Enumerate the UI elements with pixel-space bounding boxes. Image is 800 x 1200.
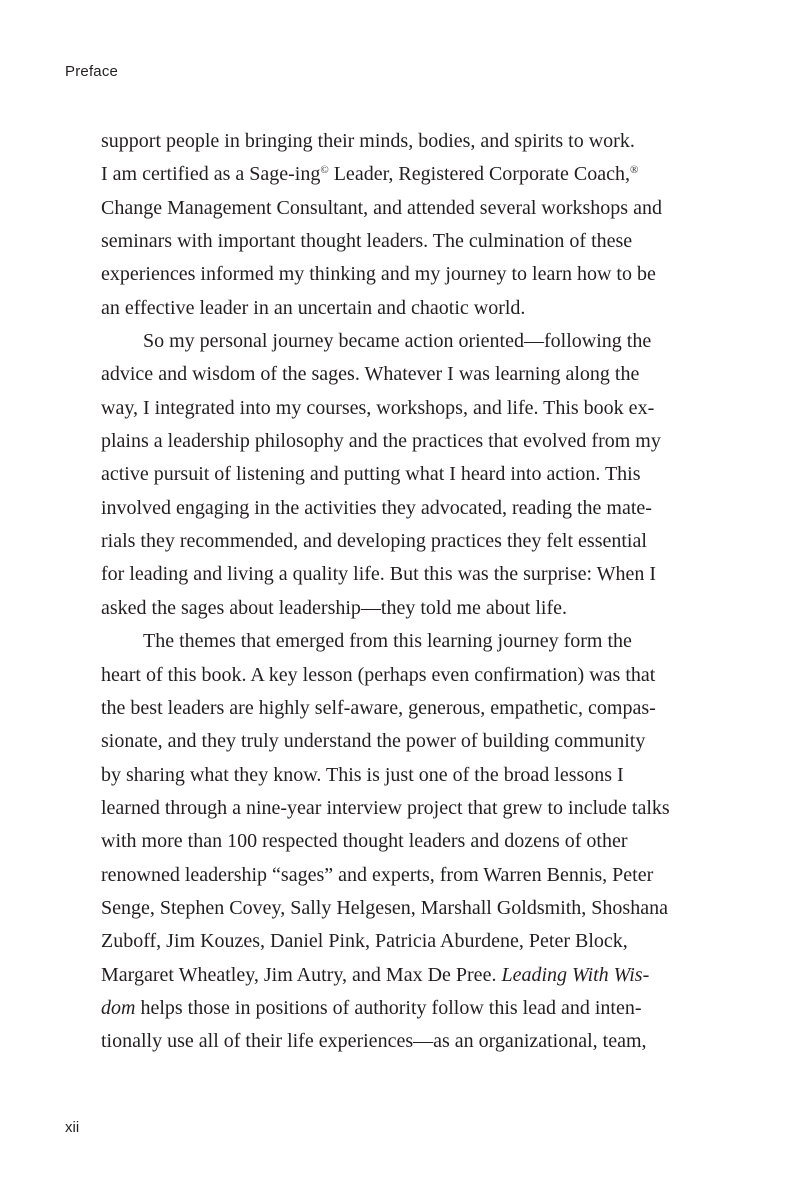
- text-segment: learned through a nine-year interview project that grew to include talks: [101, 796, 670, 819]
- text-line: [101, 659, 681, 692]
- text-segment: Leader, Registered Corporate Coach,: [328, 163, 631, 186]
- text-line: [101, 925, 681, 958]
- text-line: [101, 759, 681, 792]
- text-line: [101, 358, 681, 391]
- text-segment: for leading and living a quality life. But this was the surprise: When I: [101, 563, 657, 586]
- text-line: [101, 125, 681, 158]
- text-line: [101, 492, 681, 525]
- text-segment: involved engaging in the activities they advocated, reading the mate-: [101, 496, 652, 519]
- body-text: [101, 125, 681, 1059]
- text-segment: plains a leadership philosophy and the practices that evolved from my: [101, 430, 661, 453]
- text-segment: active pursuit of listening and putting what I heard into action. This: [101, 463, 641, 486]
- superscript-mark: ®: [630, 164, 639, 177]
- text-segment: renowned leadership “sages” and experts, from Warren Bennis, Peter: [101, 863, 654, 886]
- superscript-mark: ©: [320, 164, 329, 177]
- text-segment: sionate, and they truly understand the power of building community: [101, 730, 646, 753]
- text-line: [101, 792, 681, 825]
- text-line: [101, 392, 681, 425]
- text-segment: heart of this book. A key lesson (perhaps even confirmation) was that: [101, 663, 656, 686]
- text-segment: experiences informed my thinking and my journey to learn how to be: [101, 263, 656, 286]
- text-line: [101, 425, 681, 458]
- text-line: [101, 258, 681, 291]
- text-segment: tionally use all of their life experiences—as an organizational, team,: [101, 1030, 647, 1053]
- text-segment: helps those in positions of authority follow this lead and inten-: [135, 996, 642, 1019]
- text-line: [101, 692, 681, 725]
- text-line: [101, 325, 681, 358]
- text-segment: I am certified as a Sage-ing: [101, 163, 321, 186]
- text-line: [101, 725, 681, 758]
- text-line: [101, 625, 681, 658]
- italic-text: Leading With Wis-: [501, 963, 650, 986]
- text-line: [101, 592, 681, 625]
- text-segment: rials they recommended, and developing practices they felt essential: [101, 530, 647, 553]
- text-line: [101, 959, 681, 992]
- text-line: [101, 458, 681, 491]
- text-line: [101, 292, 681, 325]
- text-segment: Senge, Stephen Covey, Sally Helgesen, Marshall Goldsmith, Shoshana: [101, 896, 668, 919]
- text-segment: asked the sages about leadership—they told me about life.: [101, 596, 567, 619]
- text-segment: Margaret Wheatley, Jim Autry, and Max De Pree.: [101, 963, 502, 986]
- text-segment: with more than 100 respected thought leaders and dozens of other: [101, 830, 628, 853]
- text-segment: Change Management Consultant, and attended several workshops and: [101, 196, 662, 219]
- text-line: [101, 558, 681, 591]
- text-line: [101, 1025, 681, 1058]
- text-line: [101, 525, 681, 558]
- text-segment: support people in bringing their minds, bodies, and spirits to work.: [101, 130, 635, 152]
- italic-text: dom: [101, 996, 136, 1019]
- text-segment: The themes that emerged from this learning journey form the: [143, 630, 632, 653]
- text-line: [101, 892, 681, 925]
- text-segment: Zuboff, Jim Kouzes, Daniel Pink, Patricia Aburdene, Peter Block,: [101, 930, 628, 953]
- text-line: [101, 825, 681, 858]
- text-line: [101, 859, 681, 892]
- text-line: [101, 192, 681, 225]
- running-head: Preface: [65, 63, 119, 80]
- text-line: [101, 158, 681, 191]
- text-segment: by sharing what they know. This is just one of the broad lessons I: [101, 763, 624, 786]
- text-segment: advice and wisdom of the sages. Whatever I was learning along the: [101, 363, 640, 386]
- page-number: xii: [65, 1119, 80, 1136]
- text-segment: the best leaders are highly self-aware, generous, empathetic, compas-: [101, 696, 656, 719]
- text-segment: seminars with important thought leaders. The culmination of these: [101, 230, 633, 253]
- text-line: [101, 225, 681, 258]
- text-line: [101, 992, 681, 1025]
- text-segment: an effective leader in an uncertain and chaotic world.: [101, 296, 526, 319]
- text-segment: So my personal journey became action oriented—following the: [143, 330, 652, 353]
- text-segment: way, I integrated into my courses, workshops, and life. This book ex-: [101, 396, 655, 419]
